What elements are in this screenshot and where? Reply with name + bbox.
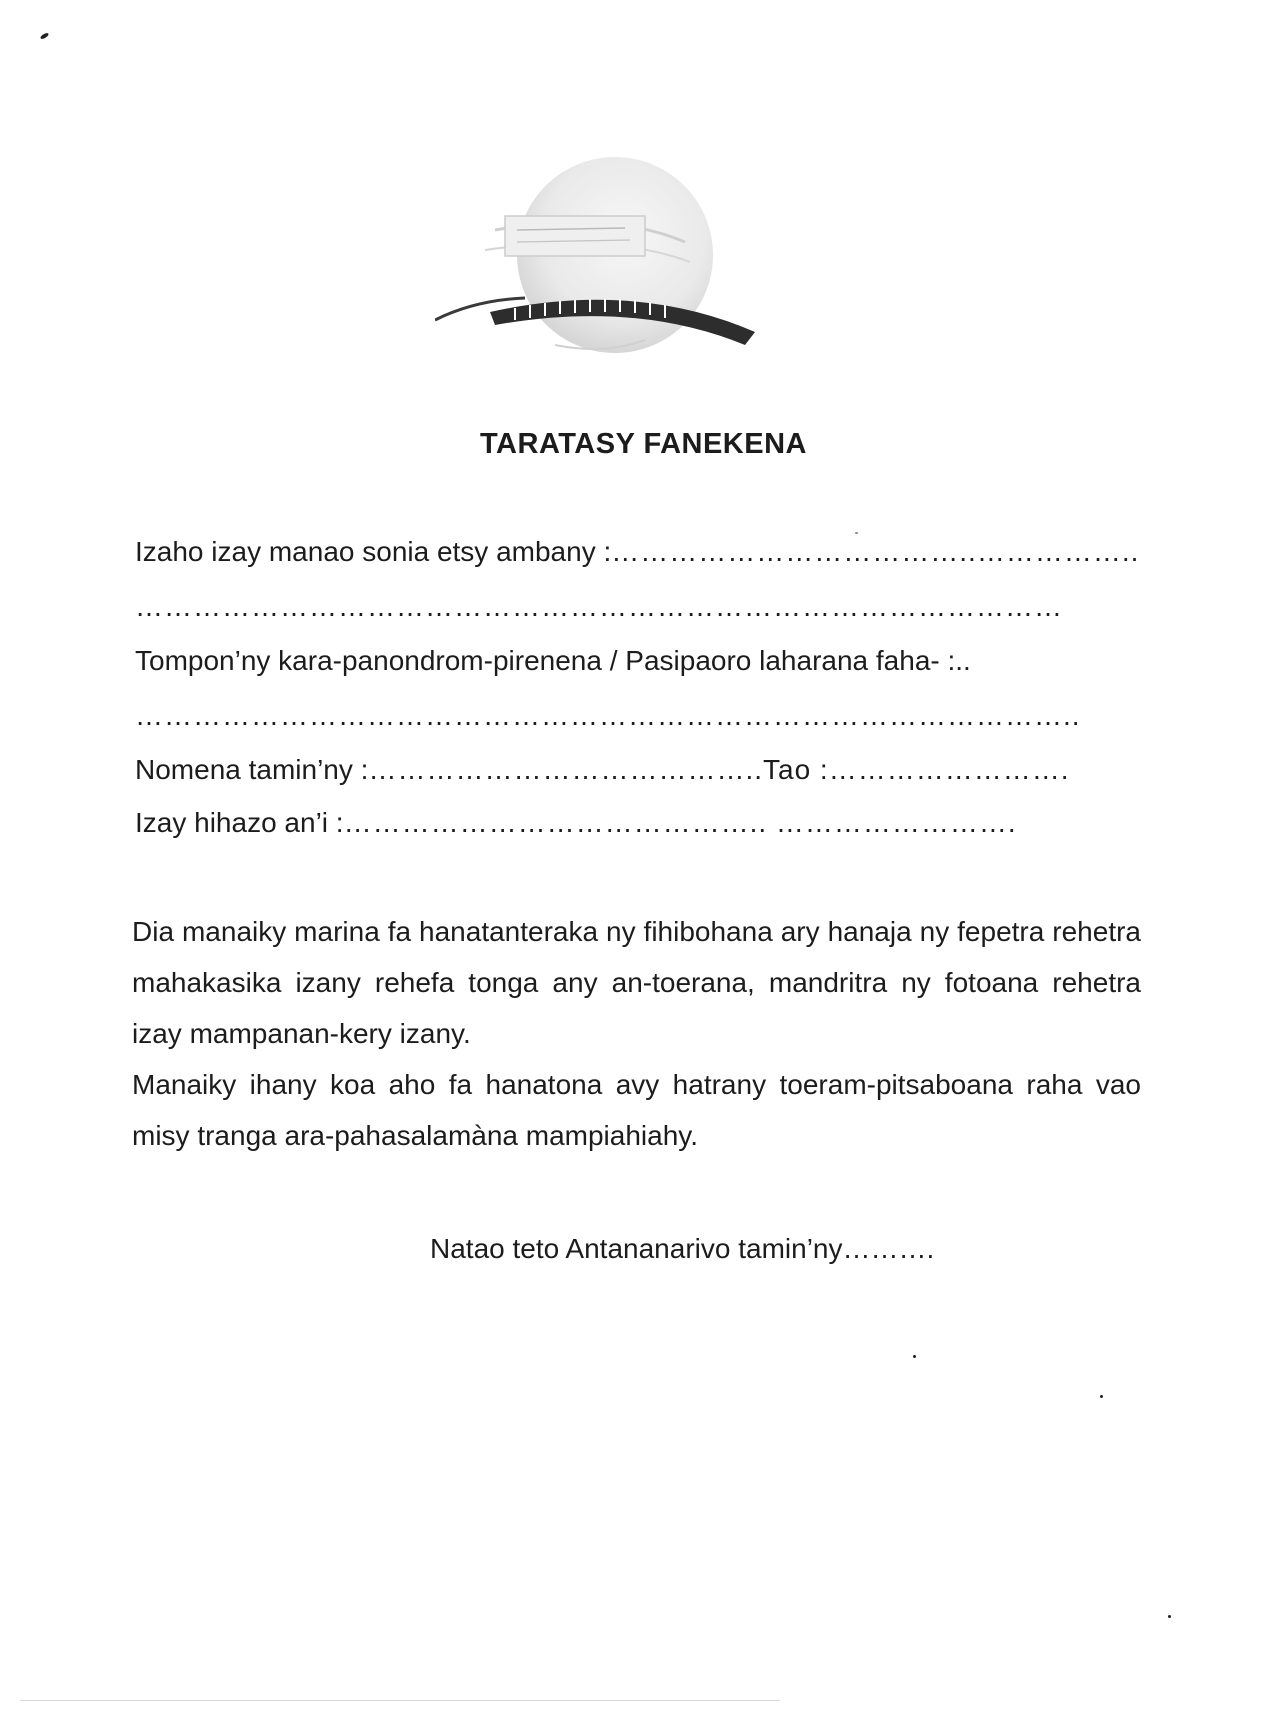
paragraph-health: Manaiky ihany koa aho fa hanatona avy hatrany toeram-pitsaboana raha vao misy tranga ara-pahasalamàna mampiahiahy. — [132, 1069, 1141, 1151]
field-label: Izay hihazo an’i : — [135, 807, 344, 838]
scan-speck — [913, 1355, 916, 1358]
scan-edge-line — [20, 1700, 780, 1701]
field-label: Izaho izay manao sonia etsy ambany : — [135, 536, 612, 567]
commitment-paragraphs — [132, 906, 1141, 1161]
scan-speck — [855, 532, 858, 534]
field-fill: …………………………………….. ……………………. — [343, 807, 1017, 838]
field-label: Tompon’ny kara-panondrom-pirenena / Pasipaoro laharana faha- :.. — [135, 645, 971, 676]
scan-speck — [1168, 1615, 1171, 1618]
scan-speck — [1100, 1395, 1103, 1398]
signatory-name-continuation — [135, 590, 1140, 624]
document-title: TARATASY FANEKENA — [480, 428, 807, 460]
travel-to-field — [135, 806, 1140, 840]
emblem-logo — [435, 150, 785, 365]
scan-speck — [40, 32, 50, 40]
field-fill: …………………………………..Tao :……………………. — [368, 754, 1070, 785]
field-fill: ………………………………..…………….. — [611, 536, 1140, 567]
signatory-name-field — [135, 535, 1140, 569]
field-fill: …………………………………………………………………………………… — [135, 591, 1063, 622]
field-fill: …………………………………………………………………………………….. — [135, 700, 1081, 731]
place-date-signoff: Natao teto Antananarivo tamin’ny………. — [430, 1233, 935, 1264]
paragraph-quarantine: Dia manaiky marina fa hanatanteraka ny fihibohana ary hanaja ny fepetra rehetra mahakasika izany rehefa tonga any an-toerana, mandritra ny fotoana rehetra izay mampanan-kery izany. — [132, 916, 1141, 1049]
issue-date-place-field — [135, 753, 1140, 787]
id-number-field — [135, 644, 1140, 678]
id-number-continuation — [135, 699, 1140, 733]
field-label: Nomena tamin’ny : — [135, 754, 369, 785]
